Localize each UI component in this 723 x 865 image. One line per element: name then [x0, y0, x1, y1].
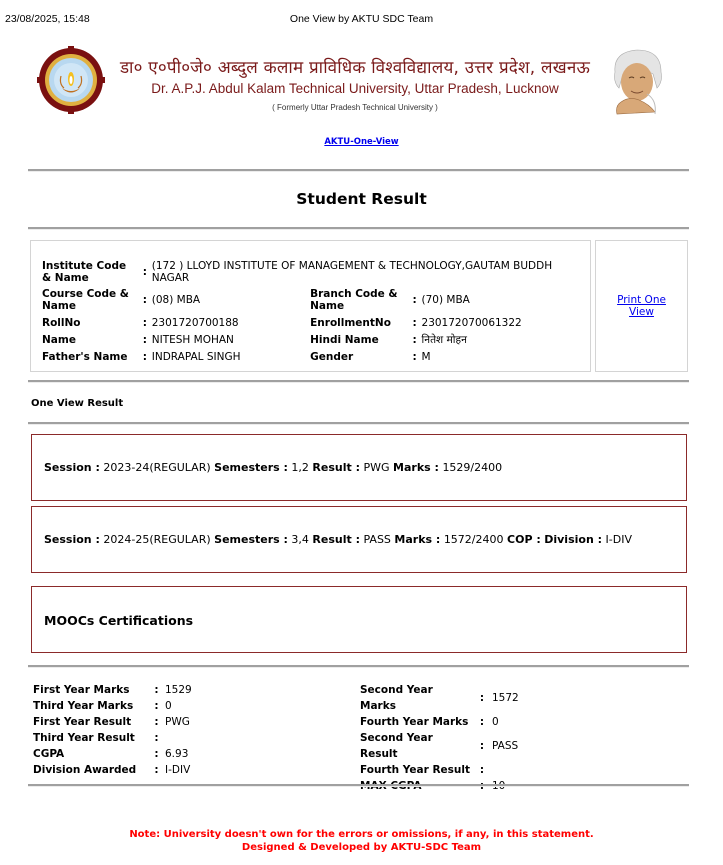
summary-value: I-DIV	[165, 764, 191, 776]
hindi-name-label: Hindi Name	[310, 333, 379, 346]
division-label: Division :	[544, 533, 603, 546]
student-info-panel	[30, 240, 591, 372]
summary-label: Third Year Result	[33, 732, 135, 744]
division-value: I-DIV	[605, 533, 632, 546]
apj-kalam-portrait-icon	[603, 44, 671, 118]
semesters-label: Semesters :	[214, 533, 288, 546]
divider	[28, 665, 689, 668]
summary-value: 1529	[165, 684, 192, 696]
university-name-block	[110, 42, 600, 112]
colon: :	[479, 764, 485, 776]
semesters-label: Semesters :	[214, 461, 288, 474]
one-view-result-heading: One View Result	[31, 398, 124, 409]
session-label: Session :	[44, 461, 100, 474]
summary-row	[360, 762, 612, 778]
colon: :	[412, 333, 417, 346]
colon: :	[154, 684, 159, 696]
university-seal-icon	[37, 46, 105, 114]
print-panel	[595, 240, 688, 372]
summary-label: CGPA	[33, 748, 65, 760]
summary-value: PASS	[492, 740, 519, 752]
enrollment-label: EnrollmentNo	[310, 316, 391, 329]
result-label: Result :	[312, 461, 360, 474]
summary-label: MAX CGPA	[360, 780, 422, 792]
colon: :	[142, 333, 147, 346]
colon: :	[479, 780, 485, 792]
branch-value: (70) MBA	[421, 294, 470, 306]
colon: :	[154, 764, 159, 776]
university-name-hindi: डा० ए०पी०जे० अब्दुल कलाम प्राविधिक विश्वविद्यालय, उत्तर प्रदेश, लखनऊ	[119, 58, 591, 78]
summary-value	[165, 730, 285, 746]
summary-value: 0	[165, 700, 172, 712]
summary-label: First Year Result	[33, 716, 132, 728]
summary-label: Second Year Result	[360, 732, 433, 760]
print-title: One View by AKTU SDC Team	[289, 13, 434, 25]
colon: :	[142, 316, 147, 329]
print-link-line2: View	[629, 306, 654, 318]
session-line	[44, 533, 632, 546]
summary-label: Second Year Marks	[360, 684, 433, 712]
gender-value: M	[421, 350, 431, 363]
divider	[28, 784, 689, 787]
print-link-line1: Print One	[617, 294, 666, 306]
moocs-card	[31, 586, 687, 653]
institute-label: Institute Code & Name	[42, 260, 127, 284]
marks-label: Marks :	[394, 533, 441, 546]
print-datetime: 23/08/2025, 15:48	[5, 13, 90, 25]
university-banner	[0, 42, 723, 120]
colon: :	[412, 294, 417, 306]
summary-label: Fourth Year Result	[360, 764, 470, 776]
gender-label: Gender	[310, 350, 354, 363]
summary-row	[360, 682, 612, 714]
formerly-note: ( Formerly Uttar Pradesh Technical University )	[272, 103, 438, 112]
aktu-one-view-link[interactable]: AKTU-One-View	[324, 137, 399, 147]
summary-row	[33, 762, 285, 778]
session-value: 2024-25(REGULAR)	[103, 533, 211, 546]
page-title: Student Result	[296, 190, 427, 208]
divider	[28, 227, 689, 230]
summary-label: Division Awarded	[33, 764, 137, 776]
institute-value: (172 ) LLOYD INSTITUTE OF MANAGEMENT & TECHNOLOGY,GAUTAM BUDDH NAGAR	[151, 260, 553, 284]
print-header	[0, 13, 723, 27]
colon: :	[412, 350, 417, 363]
summary-row	[33, 682, 285, 698]
divider	[28, 380, 689, 383]
summary-label: Third Year Marks	[33, 700, 134, 712]
branch-label: Branch Code & Name	[310, 288, 398, 312]
marks-value: 1572/2400	[443, 533, 504, 546]
credit-text: Designed & Developed by AKTU-SDC Team	[241, 842, 482, 853]
session-line	[44, 461, 502, 474]
marks-label: Marks :	[393, 461, 439, 474]
session-label: Session :	[44, 533, 100, 546]
session-card	[31, 506, 687, 573]
course-label: Course Code & Name	[42, 288, 129, 312]
course-value: (08) MBA	[151, 294, 201, 306]
summary-row	[360, 730, 612, 762]
footer-note	[0, 828, 723, 854]
university-name-english: Dr. A.P.J. Abdul Kalam Technical University, Uttar Pradesh, Lucknow	[151, 81, 559, 96]
session-value: 2023-24(REGULAR)	[103, 461, 211, 474]
colon: :	[479, 740, 485, 752]
hindi-name-value: नितेश मोहन	[421, 333, 467, 346]
colon: :	[154, 732, 159, 744]
colon: :	[479, 716, 485, 728]
colon: :	[154, 700, 159, 712]
summary-row	[33, 714, 285, 730]
colon: :	[142, 266, 147, 278]
semesters-value: 1,2	[291, 461, 309, 474]
moocs-heading: MOOCs Certifications	[44, 613, 194, 628]
colon: :	[142, 294, 147, 306]
divider	[28, 422, 689, 425]
summary-row	[33, 730, 285, 746]
aktu-one-view-link-wrap	[0, 137, 723, 147]
summary-value: PWG	[165, 716, 190, 728]
session-card	[31, 434, 687, 501]
summary-value: 10	[492, 780, 506, 792]
result-label: Result :	[312, 533, 360, 546]
summary-row	[33, 698, 285, 714]
name-value: NITESH MOHAN	[151, 333, 234, 346]
summary-label: First Year Marks	[33, 684, 130, 696]
colon: :	[154, 748, 159, 760]
summary-label: Fourth Year Marks	[360, 716, 469, 728]
cop-label: COP :	[507, 533, 541, 546]
colon: :	[412, 316, 417, 329]
summary-value: 0	[492, 716, 499, 728]
summary-value: 1572	[492, 692, 519, 704]
summary-left-table	[33, 682, 285, 778]
colon: :	[479, 692, 485, 704]
rollno-value: 2301720700188	[151, 316, 239, 329]
father-name-value: INDRAPAL SINGH	[151, 350, 241, 363]
summary-right-table	[360, 682, 612, 794]
semesters-value: 3,4	[291, 533, 309, 546]
disclaimer-text: Note: University doesn't own for the errors or omissions, if any, in this statement.	[129, 829, 594, 840]
result-value: PWG	[363, 461, 390, 474]
rollno-label: RollNo	[42, 316, 81, 329]
student-info-table	[42, 258, 590, 365]
print-one-view-link[interactable]	[617, 294, 666, 318]
colon: :	[154, 716, 159, 728]
summary-row	[33, 746, 285, 762]
divider	[28, 169, 689, 172]
enrollment-value: 230172070061322	[421, 316, 522, 329]
colon: :	[142, 350, 147, 363]
summary-value: 6.93	[165, 748, 189, 760]
result-value: PASS	[363, 533, 391, 546]
summary-row	[360, 714, 612, 730]
marks-value: 1529/2400	[442, 461, 503, 474]
name-label: Name	[42, 333, 76, 346]
father-name-label: Father's Name	[42, 350, 128, 363]
summary-value	[492, 762, 612, 778]
